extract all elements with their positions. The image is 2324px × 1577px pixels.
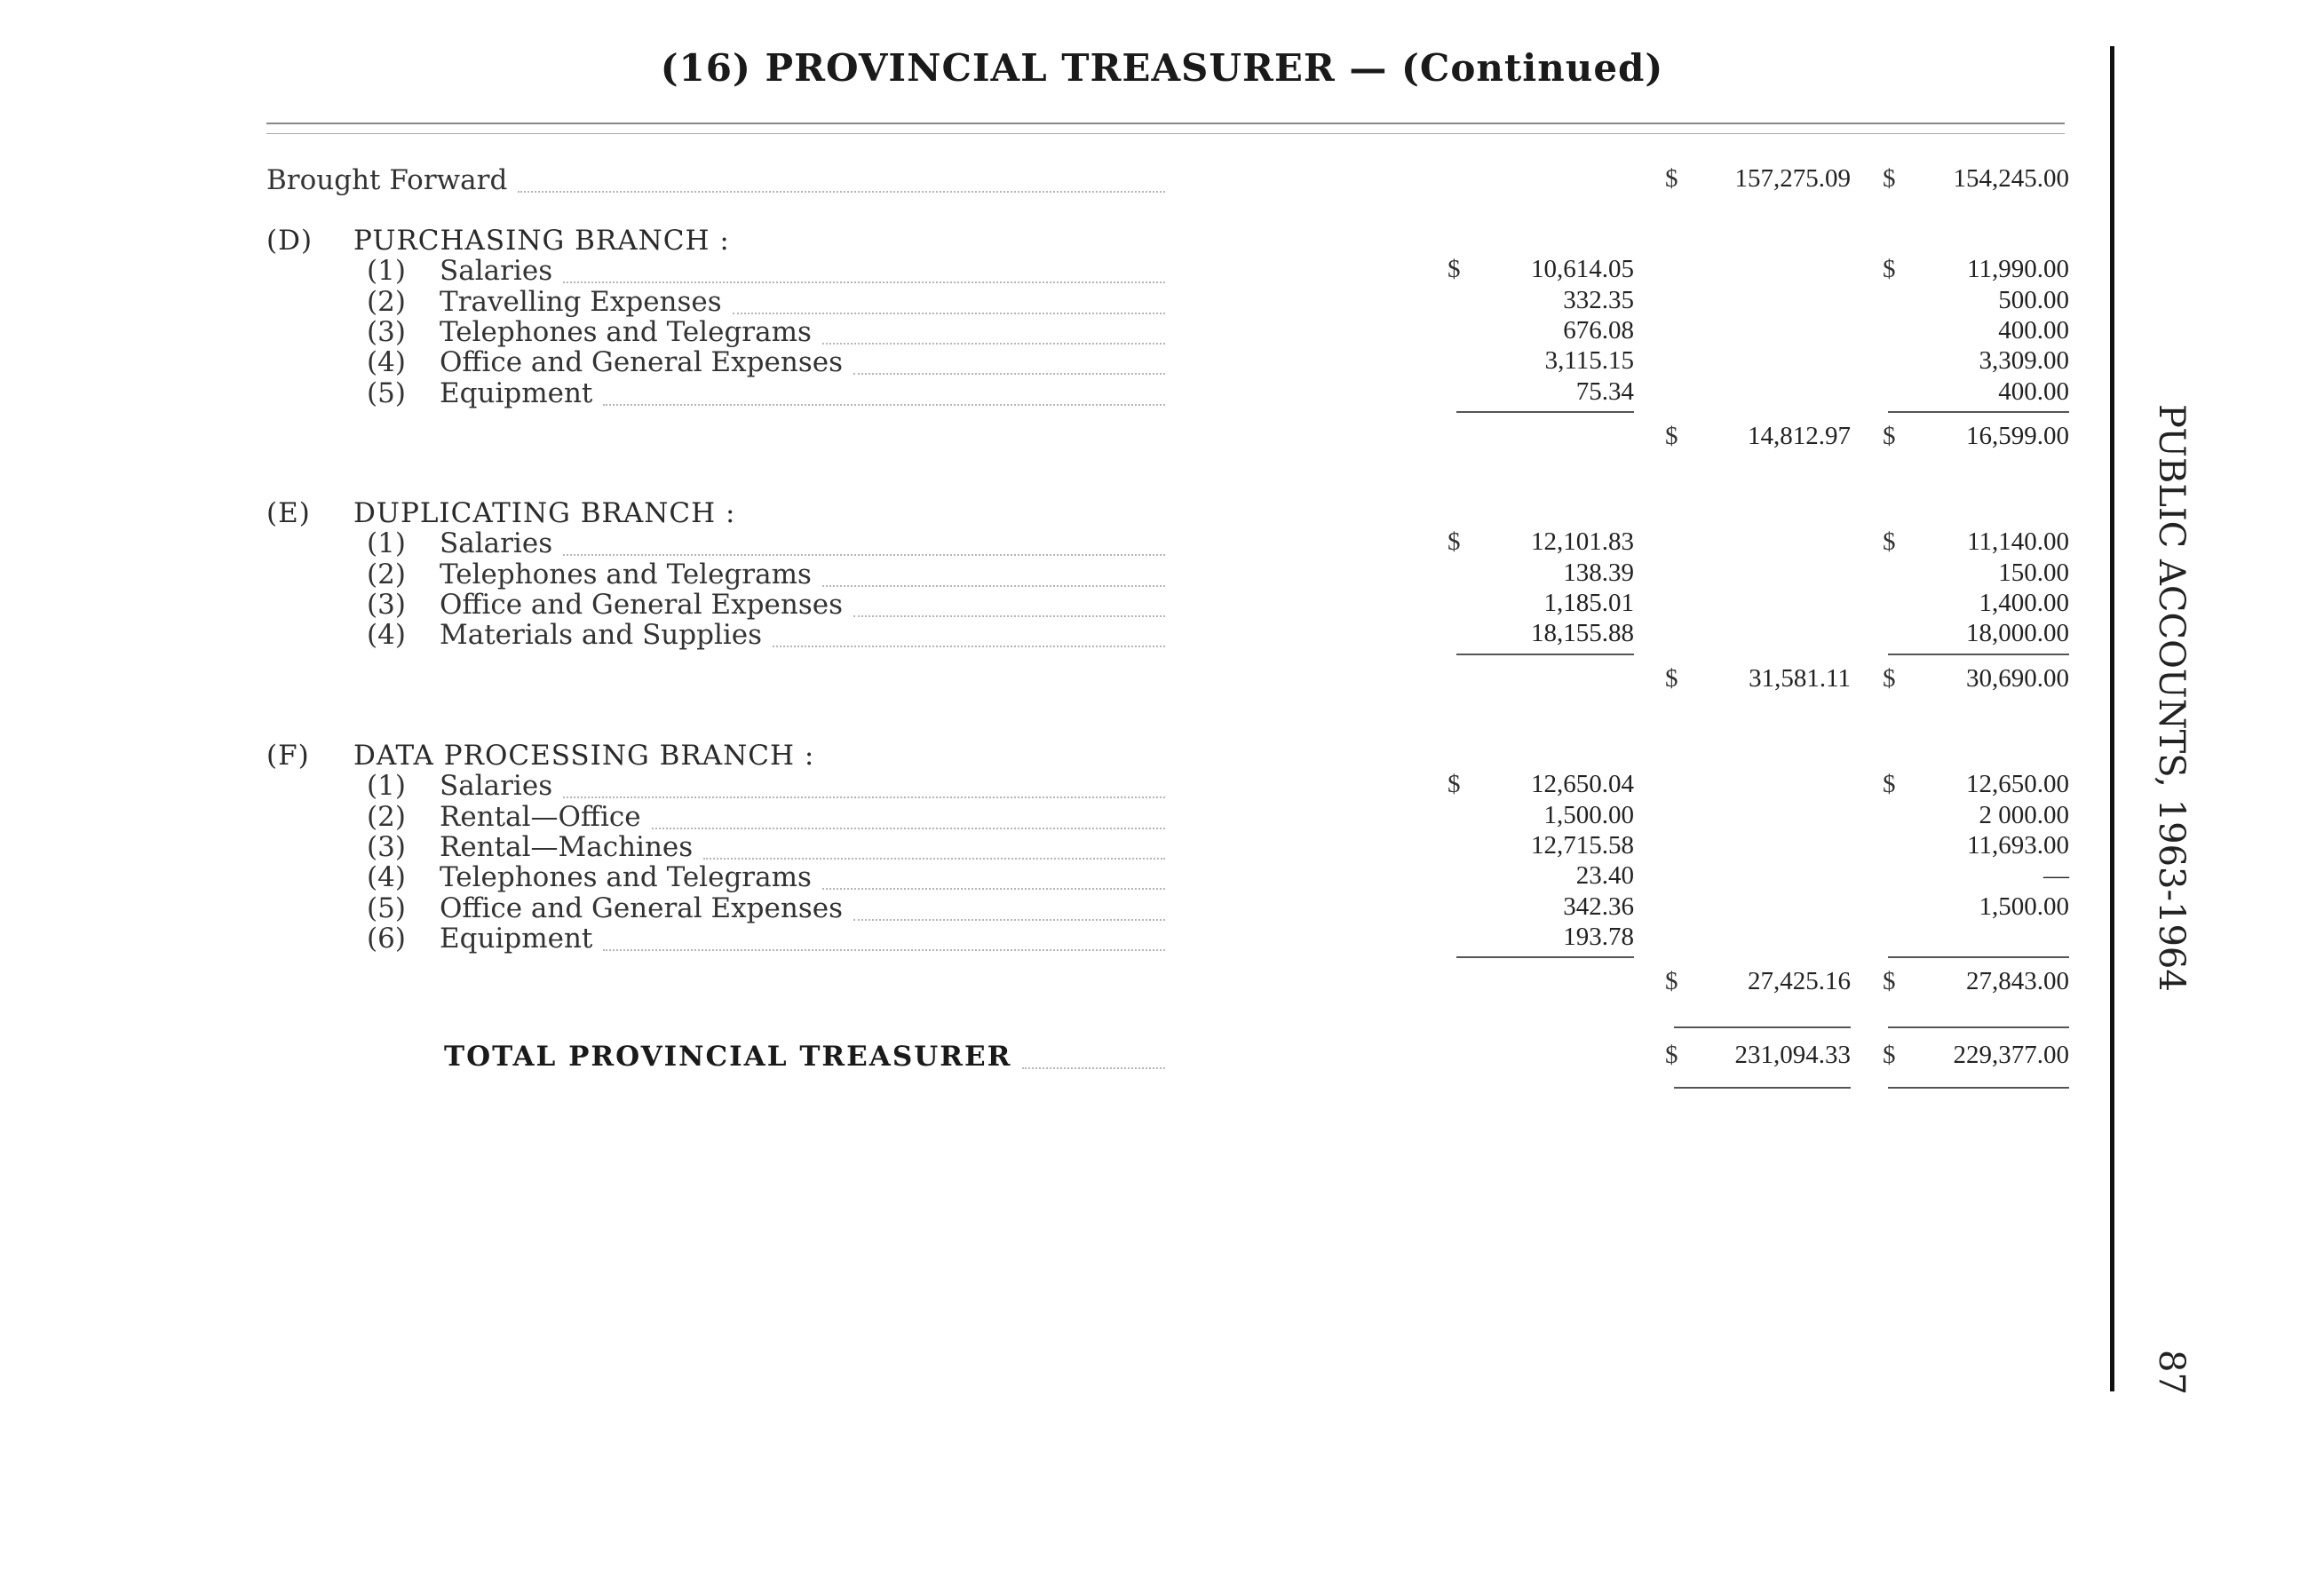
section-total-estimate: 30,690.00 xyxy=(1966,663,2069,693)
item-estimate: 400.00 xyxy=(1998,315,2069,345)
brought-forward-label: Brought Forward xyxy=(266,164,508,196)
item-actual: 12,715.58 xyxy=(1531,830,1634,860)
subtotal-rule-estimate xyxy=(1888,654,2069,655)
section-total-estimate: 27,843.00 xyxy=(1966,967,2069,996)
item-label-leader xyxy=(563,796,1165,798)
page-title: (16) PROVINCIAL TREASURER — (Continued) xyxy=(660,46,1664,90)
item-label: Salaries xyxy=(440,770,553,803)
brought-forward-dollar-b: $ xyxy=(1665,164,1678,193)
item-label-leader xyxy=(563,281,1165,283)
item-dollar-c: $ xyxy=(1883,770,1896,799)
item-dollar-a: $ xyxy=(1448,527,1461,557)
item-actual: 1,185.01 xyxy=(1543,588,1634,617)
item-label: Salaries xyxy=(440,255,553,288)
total-dollar-c: $ xyxy=(1883,421,1896,450)
item-number: (5) xyxy=(367,892,406,924)
section-code: (E) xyxy=(266,497,311,529)
margin-rule xyxy=(2110,46,2114,1391)
item-label-leader xyxy=(603,949,1165,951)
subtotal-rule-actual xyxy=(1456,411,1634,413)
section-title: DATA PROCESSING BRANCH : xyxy=(353,740,815,772)
grand-total-leader xyxy=(1022,1067,1165,1069)
title-rule-bottom xyxy=(266,133,2065,134)
item-label-leader xyxy=(603,404,1165,406)
item-number: (2) xyxy=(367,558,406,590)
item-actual: 332.35 xyxy=(1563,285,1634,314)
item-actual: 75.34 xyxy=(1575,376,1634,406)
brought-forward-dollar-c: $ xyxy=(1883,164,1896,193)
item-estimate: 12,650.00 xyxy=(1966,770,2069,799)
total-dollar-b: $ xyxy=(1665,663,1678,693)
item-label: Telephones and Telegrams xyxy=(440,558,812,590)
item-actual: 193.78 xyxy=(1563,922,1634,951)
item-actual: 3,115.15 xyxy=(1544,346,1634,376)
item-estimate: 1,400.00 xyxy=(1979,588,2069,617)
section-code: (D) xyxy=(266,225,313,257)
item-estimate: 11,140.00 xyxy=(1967,527,2069,557)
item-estimate: 400.00 xyxy=(1998,376,2069,406)
grand-total-dollar-c: $ xyxy=(1883,1041,1896,1069)
item-label-leader xyxy=(822,585,1165,587)
grand-total-label: TOTAL PROVINCIAL TREASURER xyxy=(444,1041,1012,1073)
section-total-estimate: 16,599.00 xyxy=(1966,421,2069,450)
item-label-leader xyxy=(773,646,1165,647)
item-dollar-a: $ xyxy=(1448,770,1461,799)
item-number: (2) xyxy=(367,285,406,318)
total-dollar-c: $ xyxy=(1883,663,1896,693)
grand-total-actual: 231,094.33 xyxy=(1734,1041,1851,1069)
grand-total-rule-top-c xyxy=(1888,1026,2069,1028)
item-actual: 342.36 xyxy=(1563,892,1634,921)
item-number: (6) xyxy=(367,922,406,955)
item-label-leader xyxy=(563,554,1165,556)
section-total-actual: 27,425.16 xyxy=(1748,967,1851,996)
item-estimate: — xyxy=(2043,861,2069,891)
item-label: Office and General Expenses xyxy=(440,588,843,621)
item-estimate: 1,500.00 xyxy=(1979,892,2069,921)
item-number: (4) xyxy=(367,861,406,894)
item-label: Telephones and Telegrams xyxy=(440,315,812,348)
brought-forward-label-leader xyxy=(518,191,1165,193)
item-number: (4) xyxy=(367,346,406,379)
item-label-leader xyxy=(853,373,1165,375)
item-label: Office and General Expenses xyxy=(440,346,843,379)
item-label: Office and General Expenses xyxy=(440,892,843,924)
grand-total-rule-top-b xyxy=(1674,1026,1851,1028)
section-title: PURCHASING BRANCH : xyxy=(353,225,730,257)
item-number: (3) xyxy=(367,315,406,348)
item-estimate: 11,990.00 xyxy=(1967,255,2069,284)
item-actual: 10,614.05 xyxy=(1531,255,1634,284)
subtotal-rule-estimate xyxy=(1888,956,2069,958)
item-estimate: 500.00 xyxy=(1998,285,2069,314)
page-number: 87 xyxy=(2151,1350,2192,1395)
item-number: (3) xyxy=(367,830,406,863)
item-actual: 23.40 xyxy=(1575,861,1634,891)
item-label: Salaries xyxy=(440,527,553,560)
item-estimate: 18,000.00 xyxy=(1966,619,2069,648)
total-dollar-c: $ xyxy=(1883,967,1896,996)
item-estimate: 150.00 xyxy=(1998,558,2069,587)
item-actual: 12,650.04 xyxy=(1531,770,1634,799)
item-label-leader xyxy=(822,343,1165,345)
item-label-leader xyxy=(853,919,1165,921)
item-label: Equipment xyxy=(440,922,593,955)
item-number: (4) xyxy=(367,619,406,652)
item-label: Equipment xyxy=(440,376,593,409)
item-estimate: 3,309.00 xyxy=(1979,346,2069,376)
item-actual: 1,500.00 xyxy=(1543,800,1634,829)
brought-forward-total-actual: 157,275.09 xyxy=(1734,164,1851,193)
item-label-leader xyxy=(822,888,1165,890)
grand-total-estimate: 229,377.00 xyxy=(1953,1041,2069,1069)
item-actual: 18,155.88 xyxy=(1531,619,1634,648)
item-label-leader xyxy=(853,615,1165,617)
subtotal-rule-estimate xyxy=(1888,411,2069,413)
item-number: (1) xyxy=(367,770,406,803)
item-number: (2) xyxy=(367,800,406,833)
item-dollar-c: $ xyxy=(1883,527,1896,557)
section-title: DUPLICATING BRANCH : xyxy=(353,497,736,529)
section-total-actual: 14,812.97 xyxy=(1748,421,1851,450)
total-dollar-b: $ xyxy=(1665,421,1678,450)
section-total-actual: 31,581.11 xyxy=(1749,663,1851,693)
item-number: (3) xyxy=(367,588,406,621)
item-label: Rental—Machines xyxy=(440,830,694,863)
item-actual: 12,101.83 xyxy=(1531,527,1634,557)
item-number: (1) xyxy=(367,255,406,288)
title-rule-top xyxy=(266,123,2065,124)
item-label-leader xyxy=(733,313,1165,314)
grand-total-rule-bottom-b xyxy=(1674,1087,1851,1089)
item-label: Rental—Office xyxy=(440,800,641,833)
item-label: Telephones and Telegrams xyxy=(440,861,812,894)
grand-total-rule-bottom-c xyxy=(1888,1087,2069,1089)
item-estimate: 11,693.00 xyxy=(1967,830,2069,860)
subtotal-rule-actual xyxy=(1456,956,1634,958)
grand-total-dollar-b: $ xyxy=(1665,1041,1678,1069)
item-number: (1) xyxy=(367,527,406,560)
total-dollar-b: $ xyxy=(1665,967,1678,996)
item-actual: 676.08 xyxy=(1563,315,1634,345)
item-label: Materials and Supplies xyxy=(440,619,763,652)
item-estimate: 2 000.00 xyxy=(1979,800,2069,829)
item-actual: 138.39 xyxy=(1563,558,1634,587)
item-label: Travelling Expenses xyxy=(440,285,722,318)
item-dollar-a: $ xyxy=(1448,255,1461,284)
brought-forward-total-estimate: 154,245.00 xyxy=(1953,164,2069,193)
item-label-leader xyxy=(703,858,1165,860)
side-header: PUBLIC ACCOUNTS, 1963-1964 xyxy=(2151,404,2192,992)
item-number: (5) xyxy=(367,376,406,409)
item-label-leader xyxy=(652,828,1165,829)
item-dollar-c: $ xyxy=(1883,255,1896,284)
section-code: (F) xyxy=(266,740,310,772)
subtotal-rule-actual xyxy=(1456,654,1634,655)
